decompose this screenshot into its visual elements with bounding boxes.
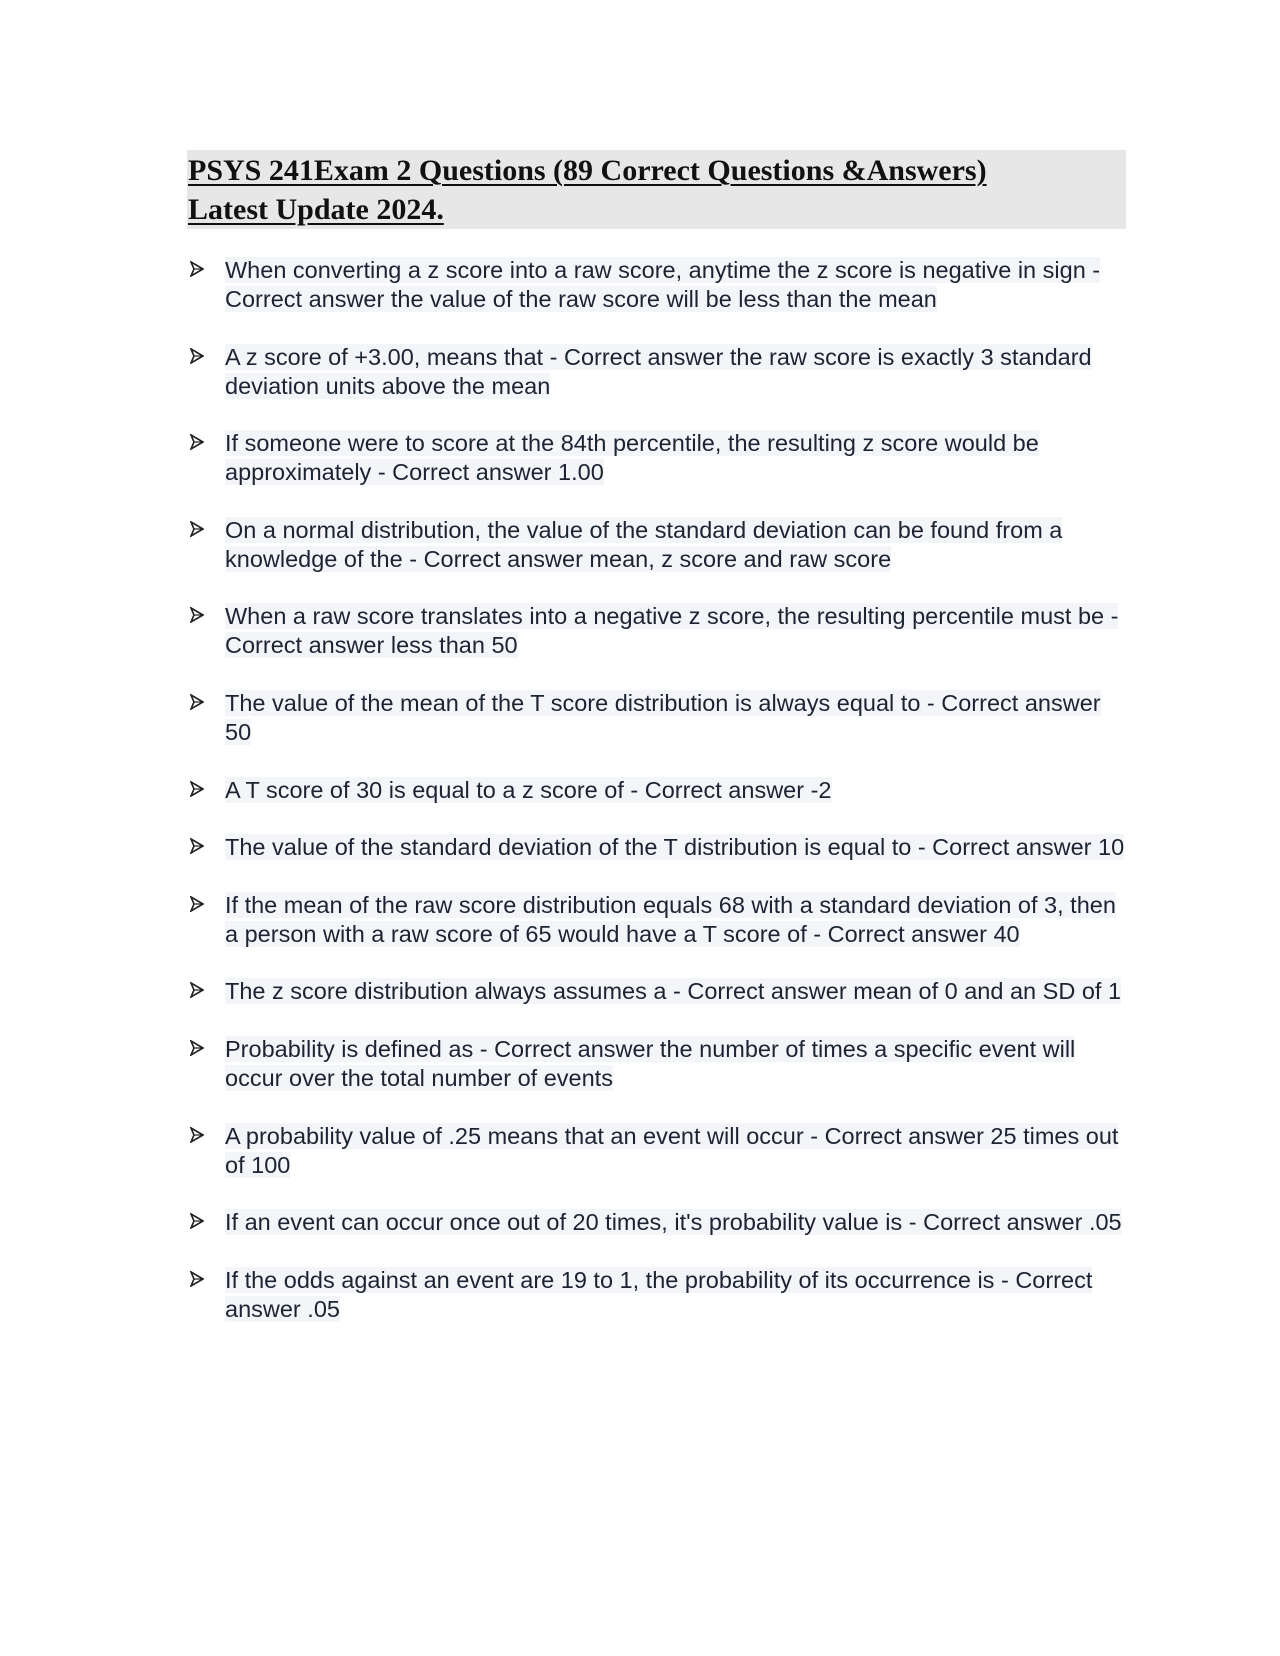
question-answer-text: A probability value of .25 means that an event will occur - Correct answer 25 times out of 100 (225, 1122, 1119, 1178)
arrowhead-bullet-icon (190, 896, 204, 912)
list-item (187, 833, 1127, 862)
arrowhead-bullet-icon (190, 521, 204, 537)
arrowhead-bullet-icon (190, 838, 204, 854)
title-line-1: PSYS 241Exam 2 Questions (89 Correct Questions &Answers) (188, 154, 987, 187)
question-answer-text: When a raw score translates into a negative z score, the resulting percentile must be - Correct answer less than 50 (225, 603, 1119, 659)
arrowhead-bullet-icon (190, 781, 204, 797)
arrowhead-bullet-icon (190, 607, 204, 623)
list-item (187, 891, 1127, 949)
list-item (187, 776, 1127, 805)
question-answer-text: If an event can occur once out of 20 times, it's probability value is - Correct answer .05 (225, 1209, 1122, 1236)
list-item (187, 429, 1127, 487)
question-answer-list (187, 256, 1127, 1352)
arrowhead-bullet-icon (190, 1271, 204, 1287)
list-item (187, 1035, 1127, 1093)
question-answer-text: A z score of +3.00, means that - Correct answer the raw score is exactly 3 standard deviation units above the mean (225, 343, 1092, 399)
list-item (187, 1266, 1127, 1324)
question-answer-text: If the odds against an event are 19 to 1, the probability of its occurrence is - Correct answer .05 (225, 1266, 1093, 1322)
list-item (187, 343, 1127, 401)
list-item (187, 689, 1127, 747)
arrowhead-bullet-icon (190, 1213, 204, 1229)
arrowhead-bullet-icon (190, 261, 204, 277)
list-item (187, 977, 1127, 1006)
arrowhead-bullet-icon (190, 1040, 204, 1056)
document-title (187, 150, 1126, 229)
question-answer-text: Probability is defined as - Correct answer the number of times a specific event will occur over the total number of events (225, 1035, 1076, 1091)
list-item (187, 516, 1127, 574)
arrowhead-bullet-icon (190, 348, 204, 364)
question-answer-text: If someone were to score at the 84th percentile, the resulting z score would be approximately - Correct answer 1.00 (225, 430, 1039, 486)
list-item (187, 1208, 1127, 1237)
arrowhead-bullet-icon (190, 434, 204, 450)
list-item (187, 256, 1127, 314)
arrowhead-bullet-icon (190, 982, 204, 998)
list-item (187, 602, 1127, 660)
question-answer-text: The value of the standard deviation of the T distribution is equal to - Correct answer 10 (225, 834, 1125, 861)
arrowhead-bullet-icon (190, 694, 204, 710)
question-answer-text: The value of the mean of the T score distribution is always equal to - Correct answer 50 (225, 689, 1101, 745)
question-answer-text: On a normal distribution, the value of the standard deviation can be found from a knowledge of the - Correct answer mean, z score and raw score (225, 516, 1063, 572)
arrowhead-bullet-icon (190, 1127, 204, 1143)
question-answer-text: When converting a z score into a raw score, anytime the z score is negative in sign - Correct answer the value of the raw score will be less than the mean (225, 257, 1101, 312)
question-answer-text: The z score distribution always assumes a - Correct answer mean of 0 and an SD of 1 (225, 978, 1122, 1005)
question-answer-text: A T score of 30 is equal to a z score of - Correct answer -2 (225, 776, 832, 803)
list-item (187, 1122, 1127, 1180)
title-line-2: Latest Update 2024. (188, 193, 444, 226)
question-answer-text: If the mean of the raw score distribution equals 68 with a standard deviation of 3, then a person with a raw score of 65 would have a T score of - Correct answer 40 (225, 891, 1116, 947)
